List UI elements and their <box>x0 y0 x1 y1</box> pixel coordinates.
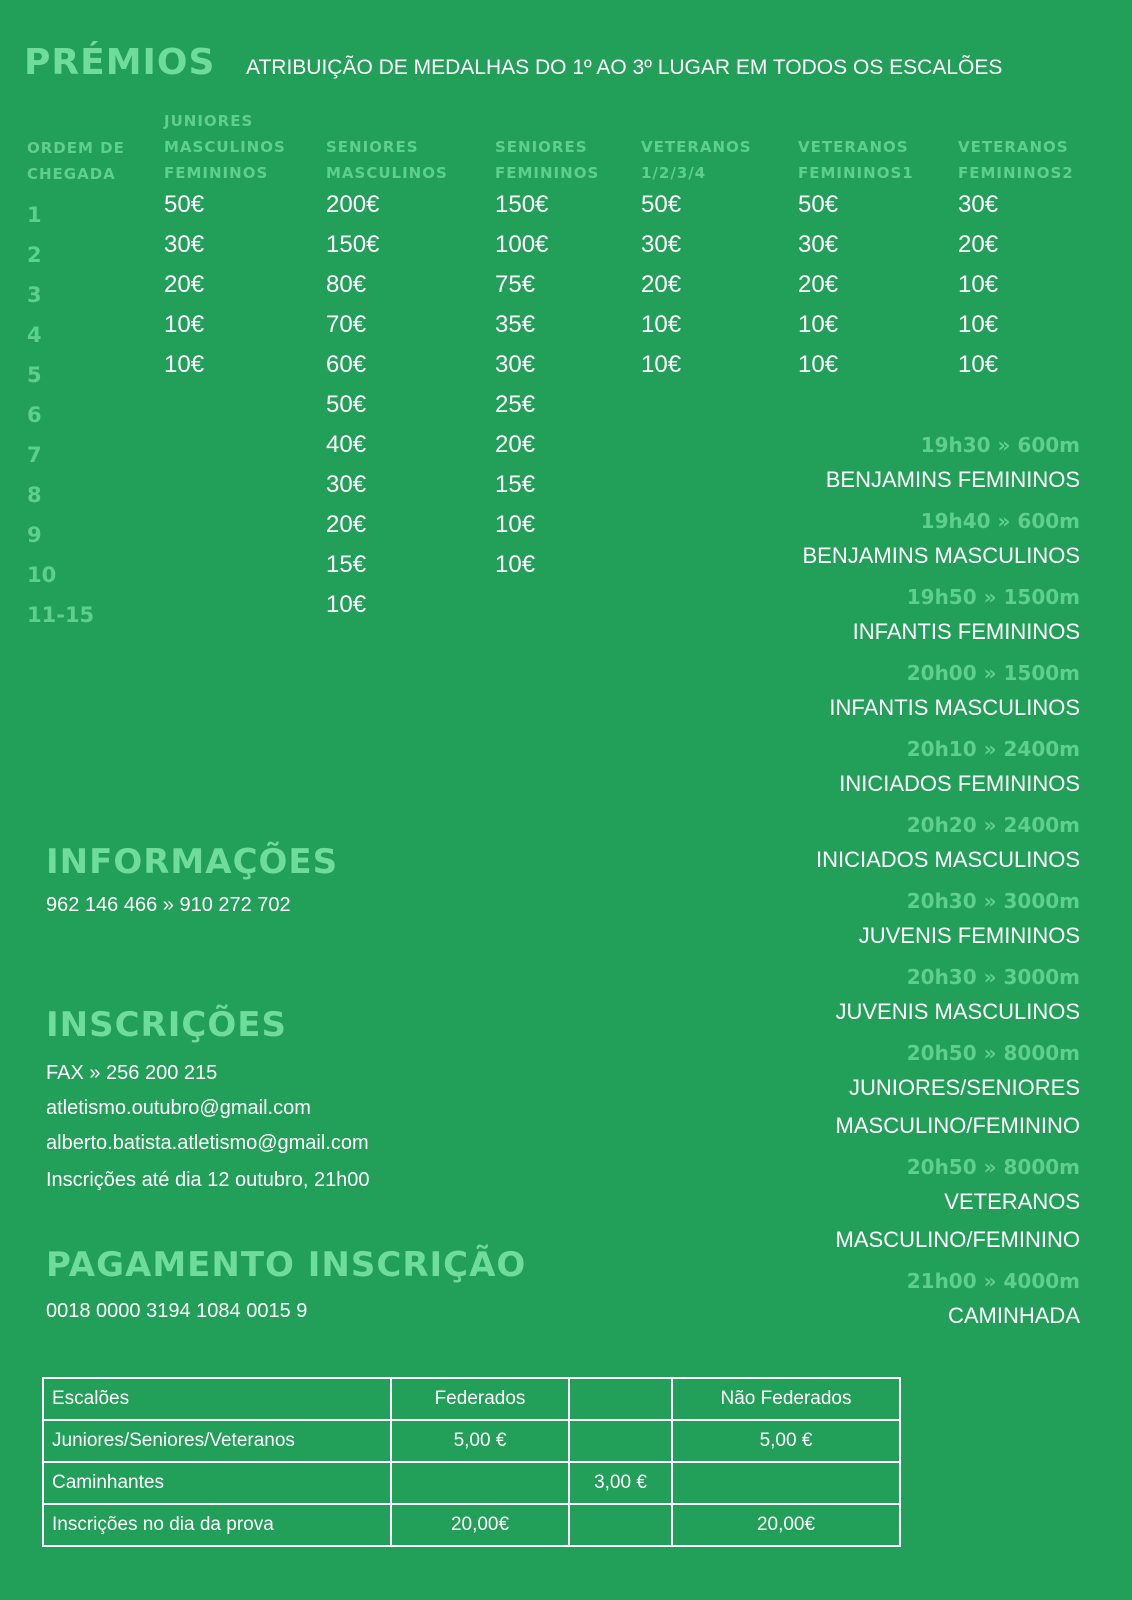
prize-value: 10€ <box>495 551 536 578</box>
prize-value: 40€ <box>326 431 367 458</box>
prize-value: 10€ <box>495 511 536 538</box>
fees-header-federados: Federados <box>391 1378 569 1420</box>
prize-value: 30€ <box>164 231 205 258</box>
fees-header-blank <box>569 1378 672 1420</box>
schedule-category: JUVENIS MASCULINOS <box>835 999 1080 1024</box>
prize-value: 200€ <box>326 191 380 218</box>
fees-row <box>43 1420 900 1462</box>
fees-cell: 5,00 € <box>391 1420 569 1462</box>
informacoes-title: INFORMAÇÕES <box>46 842 339 882</box>
position-number: 5 <box>27 363 42 387</box>
registration-deadline: Inscrições até dia 12 outubro, 21h00 <box>46 1169 370 1191</box>
prize-value: 20€ <box>958 231 999 258</box>
prize-column-header: VETERANOS FEMININOS1 <box>798 138 914 182</box>
prize-column-header: SENIORES FEMININOS <box>495 138 600 182</box>
email-1: atletismo.outubro@gmail.com <box>46 1097 311 1119</box>
prize-value: 100€ <box>495 231 549 258</box>
prize-value: 15€ <box>326 551 367 578</box>
position-number: 7 <box>27 443 42 467</box>
prize-value: 20€ <box>326 511 367 538</box>
fees-row <box>43 1462 900 1504</box>
prize-value: 30€ <box>798 231 839 258</box>
pagamento-title: PAGAMENTO INSCRIÇÃO <box>46 1245 527 1285</box>
schedule-category: INFANTIS MASCULINOS <box>829 695 1080 720</box>
prize-value: 20€ <box>798 271 839 298</box>
schedule-category: MASCULINO/FEMININO <box>835 1227 1080 1252</box>
schedule-time: 21h00 » 4000m <box>906 1269 1080 1293</box>
prize-value: 10€ <box>641 311 682 338</box>
fees-cell <box>391 1462 569 1504</box>
prize-value: 50€ <box>798 191 839 218</box>
schedule-time: 20h50 » 8000m <box>906 1155 1080 1179</box>
position-number: 3 <box>27 283 42 307</box>
prize-value: 20€ <box>495 431 536 458</box>
position-number: 11-15 <box>27 603 95 627</box>
fees-cell <box>569 1504 672 1546</box>
premios-subtitle: ATRIBUIÇÃO DE MEDALHAS DO 1º AO 3º LUGAR EM TODOS OS ESCALÕES <box>246 56 1003 79</box>
fees-row <box>43 1504 900 1546</box>
inscricoes-title: INSCRIÇÕES <box>46 1005 287 1045</box>
prize-column-header: SENIORES MASCULINOS <box>326 138 448 182</box>
prize-value: 70€ <box>326 311 367 338</box>
prize-value: 10€ <box>958 351 999 378</box>
premios-title: PRÉMIOS <box>24 42 216 83</box>
fees-cell: 3,00 € <box>569 1462 672 1504</box>
position-number: 2 <box>27 243 42 267</box>
fees-table <box>42 1377 901 1547</box>
fees-header-row <box>43 1378 900 1420</box>
prize-value: 30€ <box>641 231 682 258</box>
schedule-category: JUNIORES/SENIORES <box>848 1075 1080 1100</box>
fees-header-escaloes: Escalões <box>43 1378 391 1420</box>
schedule-time: 19h30 » 600m <box>920 433 1080 457</box>
schedule-time: 20h30 » 3000m <box>906 965 1080 989</box>
fees-header-nao-federados: Não Federados <box>672 1378 900 1420</box>
prize-value: 30€ <box>495 351 536 378</box>
fees-cell <box>672 1462 900 1504</box>
fax-number: FAX » 256 200 215 <box>46 1062 218 1084</box>
prize-value: 80€ <box>326 271 367 298</box>
schedule-time: 19h50 » 1500m <box>906 585 1080 609</box>
schedule-category: CAMINHADA <box>947 1303 1080 1328</box>
schedule-time: 20h10 » 2400m <box>906 737 1080 761</box>
fees-cell: 20,00€ <box>391 1504 569 1546</box>
prize-value: 60€ <box>326 351 367 378</box>
prize-value: 75€ <box>495 271 536 298</box>
prize-value: 10€ <box>958 271 999 298</box>
phone-numbers: 962 146 466 » 910 272 702 <box>46 894 291 916</box>
fees-cell: Juniores/Seniores/Veteranos <box>43 1420 391 1462</box>
position-number: 8 <box>27 483 42 507</box>
prize-value: 10€ <box>798 351 839 378</box>
prize-value: 25€ <box>495 391 536 418</box>
email-2: alberto.batista.atletismo@gmail.com <box>46 1132 369 1154</box>
prize-value: 10€ <box>326 591 367 618</box>
prize-value: 150€ <box>326 231 380 258</box>
position-number: 6 <box>27 403 42 427</box>
schedule-category: BENJAMINS FEMININOS <box>825 467 1080 492</box>
prize-value: 30€ <box>958 191 999 218</box>
prize-value: 30€ <box>326 471 367 498</box>
schedule-time: 20h00 » 1500m <box>906 661 1080 685</box>
schedule-time: 20h50 » 8000m <box>906 1041 1080 1065</box>
prize-value: 50€ <box>326 391 367 418</box>
prize-column-header: JUNIORES MASCULINOS FEMININOS <box>164 112 286 182</box>
schedule-time: 20h30 » 3000m <box>906 889 1080 913</box>
prize-value: 10€ <box>798 311 839 338</box>
prize-value: 35€ <box>495 311 536 338</box>
fees-cell: Inscrições no dia da prova <box>43 1504 391 1546</box>
prize-value: 20€ <box>641 271 682 298</box>
fees-cell <box>569 1420 672 1462</box>
prize-value: 10€ <box>164 311 205 338</box>
prize-value: 50€ <box>641 191 682 218</box>
prize-value: 150€ <box>495 191 549 218</box>
prize-value: 50€ <box>164 191 205 218</box>
prize-value: 10€ <box>958 311 999 338</box>
fees-cell: 5,00 € <box>672 1420 900 1462</box>
schedule-time: 20h20 » 2400m <box>906 813 1080 837</box>
prize-column-header: VETERANOS 1/2/3/4 <box>641 138 752 182</box>
schedule-category: JUVENIS FEMININOS <box>858 923 1080 948</box>
prize-value: 10€ <box>641 351 682 378</box>
position-number: 1 <box>27 203 42 227</box>
position-number: 10 <box>27 563 57 587</box>
order-header: ORDEM DE CHEGADA <box>27 139 125 183</box>
schedule-category: BENJAMINS MASCULINOS <box>802 543 1080 568</box>
prize-column-header: VETERANOS FEMININOS2 <box>958 138 1074 182</box>
schedule-category: VETERANOS <box>944 1189 1080 1214</box>
prize-value: 15€ <box>495 471 536 498</box>
payment-iban: 0018 0000 3194 1084 0015 9 <box>46 1300 308 1322</box>
schedule-time: 19h40 » 600m <box>920 509 1080 533</box>
prize-value: 20€ <box>164 271 205 298</box>
fees-cell: Caminhantes <box>43 1462 391 1504</box>
prize-value: 10€ <box>164 351 205 378</box>
schedule-category: INICIADOS MASCULINOS <box>815 847 1080 872</box>
schedule-category: INICIADOS FEMININOS <box>839 771 1080 796</box>
position-number: 9 <box>27 523 42 547</box>
schedule-category: MASCULINO/FEMININO <box>835 1113 1080 1138</box>
fees-cell: 20,00€ <box>672 1504 900 1546</box>
position-number: 4 <box>27 323 42 347</box>
schedule-category: INFANTIS FEMININOS <box>852 619 1080 644</box>
